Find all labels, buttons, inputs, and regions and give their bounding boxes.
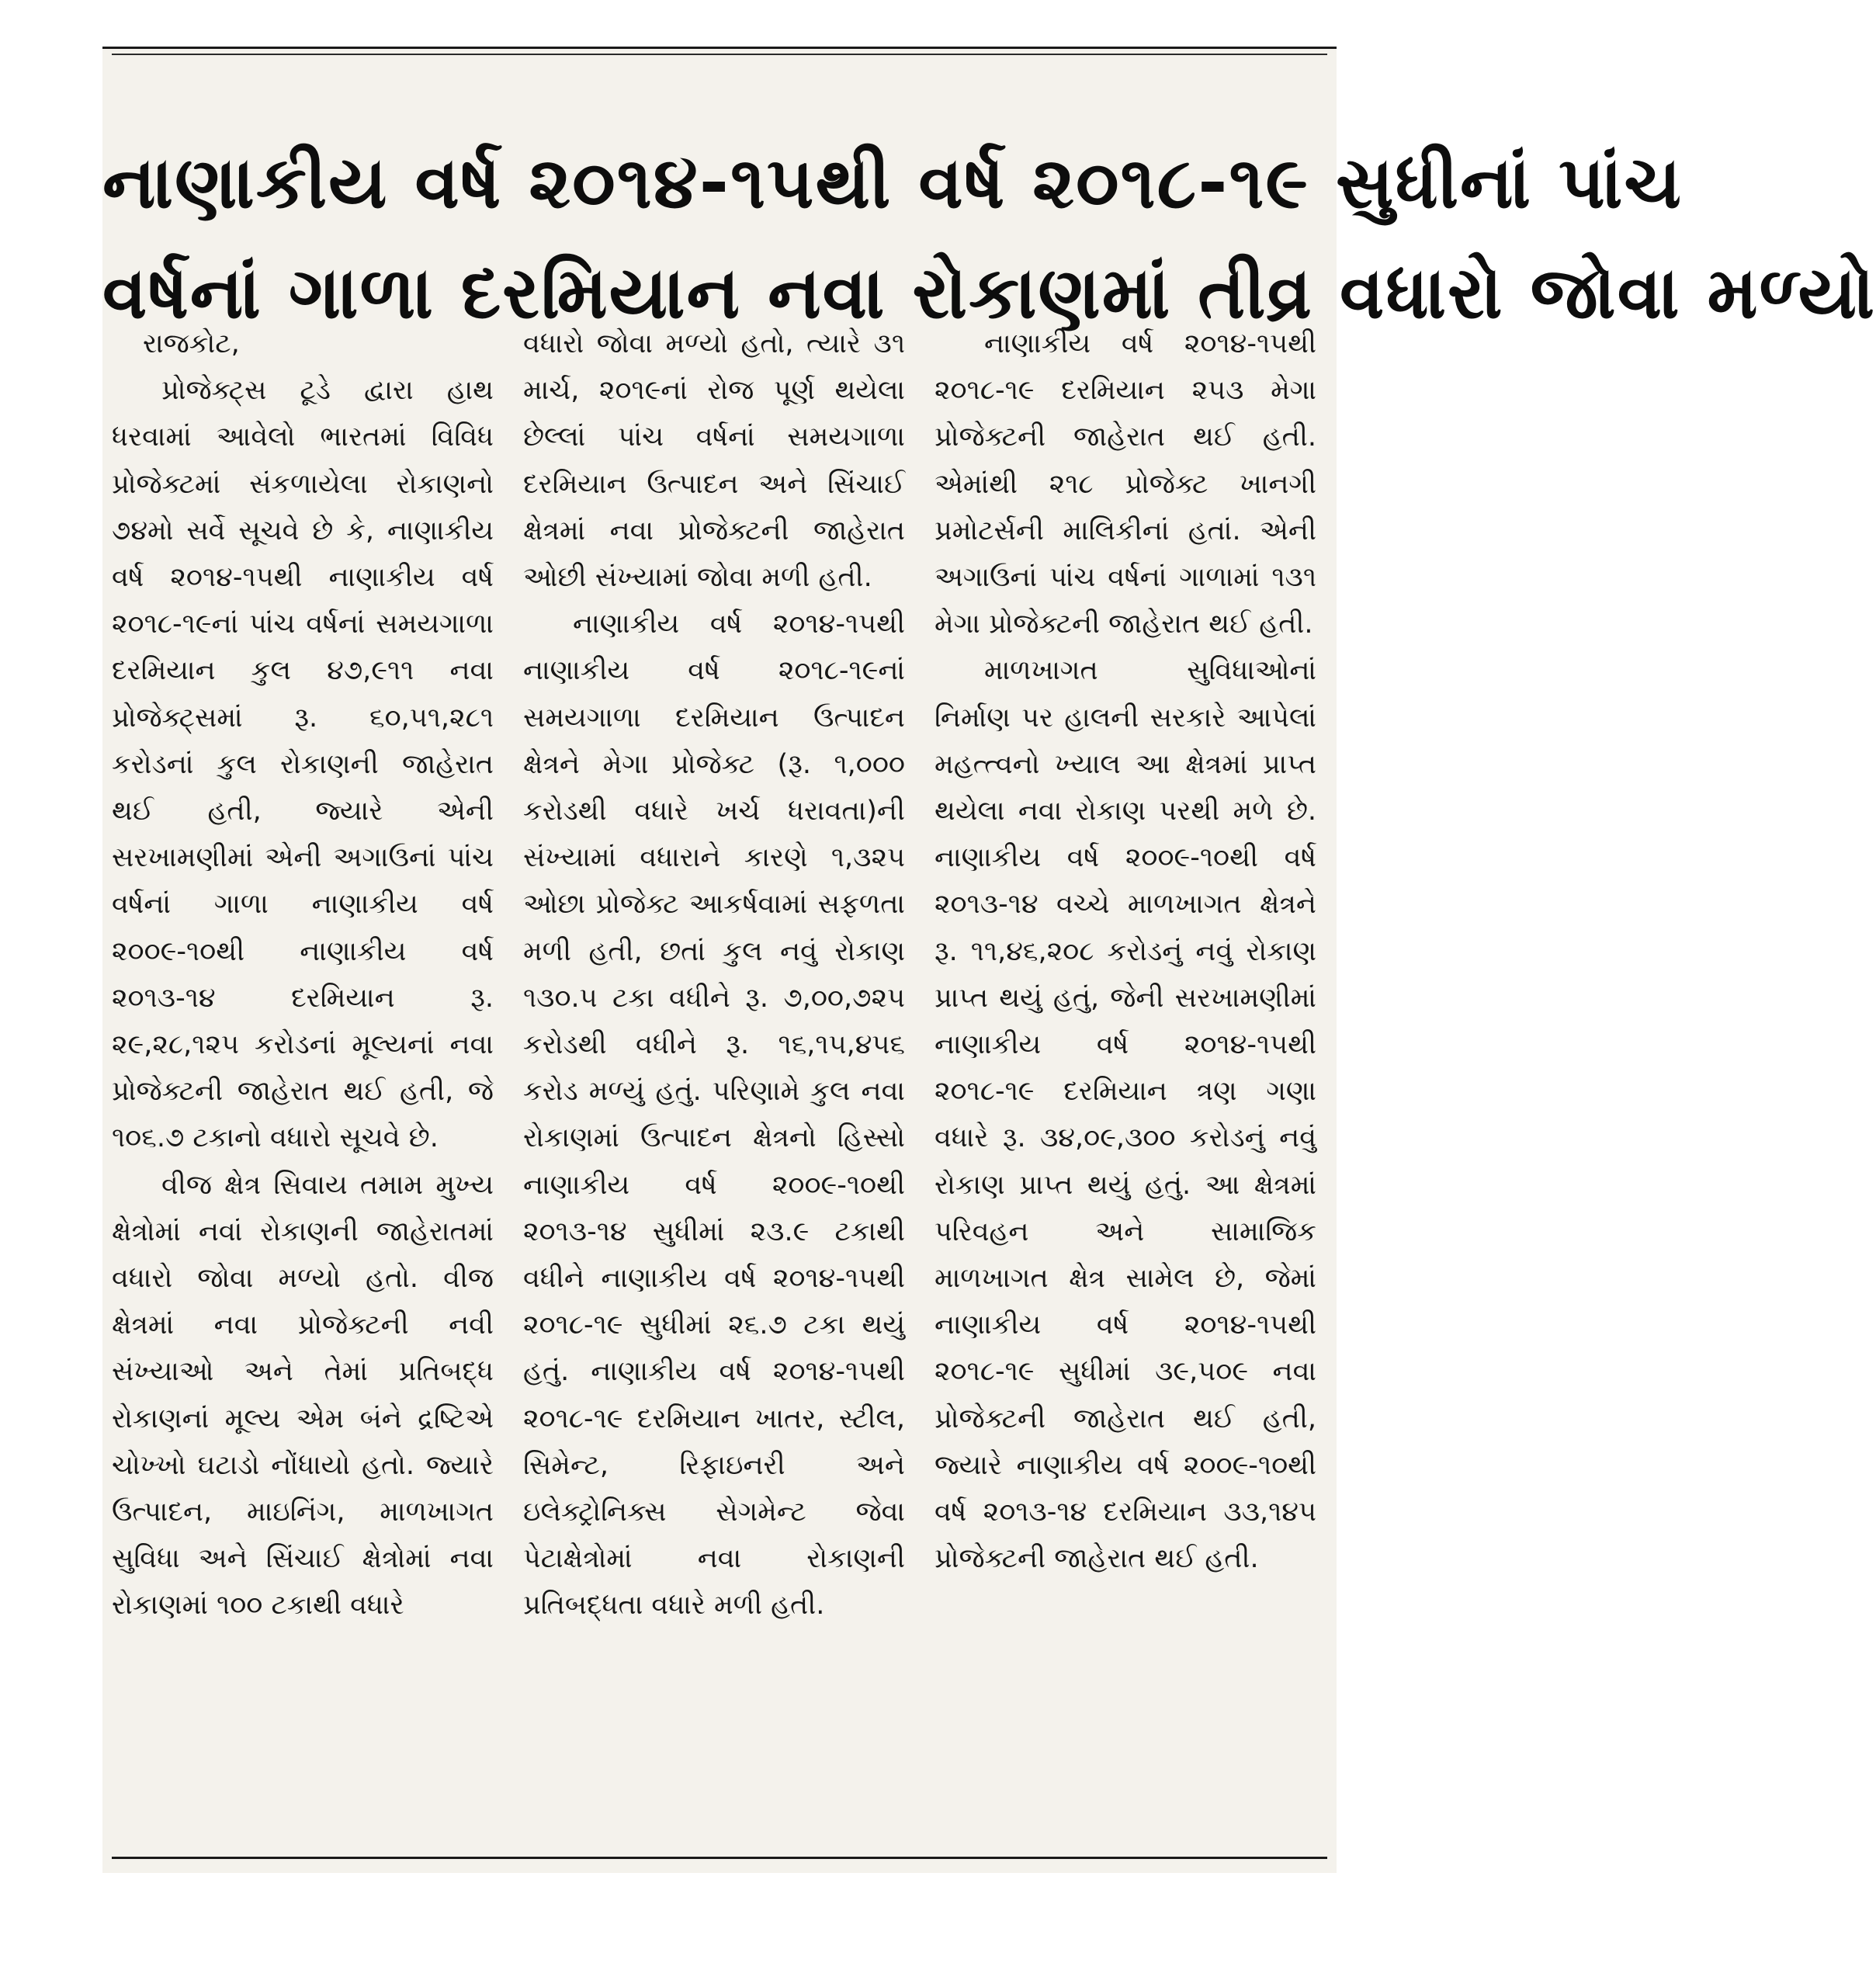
column-1-paragraph-1: પ્રોજેક્ટ્સ ટૂડે દ્વારા હાથ ધરવામાં આવેલો ભારતમાં વિવિધ પ્રોજેક્ટમાં સંકળાયેલા રોકાણનો ૭૪મો સર્વે સૂચવે છે કે, નાણાકીય વર્ષ ૨૦૧૪-૧૫થી નાણાકીય વર્ષ ૨૦૧૮-૧૯નાં પાંચ વર્ષનાં સમયગાળા દરમિયાન કુલ ૪૭,૯૧૧ નવા પ્રોજેક્ટ્સમાં રૂ. ૬૦,૫૧,૨૮૧ કરોડનાં કુલ રોકાણની જાહેરાત થઈ હતી, જ્યારે એની સરખામણીમાં એની અગાઉનાં પાંચ વર્ષનાં ગાળા નાણાકીય વર્ષ ૨૦૦૯-૧૦થી નાણાકીય વર્ષ ૨૦૧૩-૧૪ દરમિયાન રૂ. ૨૯,૨૮,૧૨૫ કરોડનાં મૂલ્યનાં નવા પ્રોજેક્ટની જાહેરાત થઈ હતી, જે ૧૦૬.૭ ટકાનો વધારો સૂચવે છે.: [112, 375, 494, 1154]
article-body: [112, 321, 1337, 1842]
headline-line-2: વર્ષનાં ગાળા દરમિયાન નવા રોકાણમાં તીવ્ર વધારો જોવા મળ્યો: [102, 251, 1876, 335]
top-rule: [112, 54, 1327, 55]
article-column-2: [523, 321, 905, 1842]
column-2-paragraph-1: વધારો જોવા મળ્યો હતો, ત્યારે ૩૧ માર્ચ, ૨૦૧૯નાં રોજ પૂર્ણ થયેલા છેલ્લાં પાંચ વર્ષનાં સમયગાળા દરમિયાન ઉત્પાદન અને સિંચાઈ ક્ષેત્રમાં નવા પ્રોજેક્ટની જાહેરાત ઓછી સંખ્યામાં જોવા મળી હતી.: [523, 328, 905, 594]
newspaper-clipping: [102, 47, 1876, 1873]
headline-line-1: નાણાકીય વર્ષ ૨૦૧૪-૧૫થી વર્ષ ૨૦૧૮-૧૯ સુધીનાં પાંચ: [102, 140, 1683, 224]
column-3-paragraph-1: નાણાકીય વર્ષ ૨૦૧૪-૧૫થી ૨૦૧૮-૧૯ દરમિયાન ૨૫૩ મેગા પ્રોજેક્ટની જાહેરાત થઈ હતી. એમાંથી ૨૧૮ પ્રોજેક્ટ ખાનગી પ્રમોટર્સની માલિકીનાં હતાં. એની અગાઉનાં પાંચ વર્ષનાં ગાળામાં ૧૩૧ મેગા પ્રોજેક્ટની જાહેરાત થઈ હતી.: [935, 328, 1316, 640]
dateline: રાજકોટ,: [143, 328, 240, 359]
column-1-paragraph-2: વીજ ક્ષેત્ર સિવાય તમામ મુખ્ય ક્ષેત્રોમાં નવાં રોકાણની જાહેરાતમાં વધારો જોવા મળ્યો હતો. વીજ ક્ષેત્રમાં નવા પ્રોજેક્ટની નવી સંખ્યાઓ અને તેમાં પ્રતિબદ્ધ રોકાણનાં મૂલ્ય એમ બંને દ્રષ્ટિએ ચોખ્ખો ઘટાડો નોંધાયો હતો. જ્યારે ઉત્પાદન, માઇનિંગ, માળખાગત સુવિધા અને સિંચાઈ ક્ષેત્રોમાં નવા રોકાણમાં ૧૦૦ ટકાથી વધારે: [112, 1169, 494, 1621]
column-3-paragraph-2: માળખાગત સુવિધાઓનાં નિર્માણ પર હાલની સરકારે આપેલાં મહત્ત્વનો ખ્યાલ આ ક્ષેત્રમાં પ્રાપ્ત થયેલા નવા રોકાણ પરથી મળે છે. નાણાકીય વર્ષ ૨૦૦૯-૧૦થી વર્ષ ૨૦૧૩-૧૪ વચ્ચે માળખાગત ક્ષેત્રને રૂ. ૧૧,૪૬,૨૦૮ કરોડનું નવું રોકાણ પ્રાપ્ત થયું હતું, જેની સરખામણીમાં નાણાકીય વર્ષ ૨૦૧૪-૧૫થી ૨૦૧૮-૧૯ દરમિયાન ત્રણ ગણા વધારે રૂ. ૩૪,૦૯,૩૦૦ કરોડનું નવું રોકાણ પ્રાપ્ત થયું હતું. આ ક્ષેત્રમાં પરિવહન અને સામાજિક માળખાગત ક્ષેત્ર સામેલ છે, જેમાં નાણાકીય વર્ષ ૨૦૧૪-૧૫થી ૨૦૧૮-૧૯ સુધીમાં ૩૯,૫૦૯ નવા પ્રોજેક્ટની જાહેરાત થઈ હતી, જ્યારે નાણાકીય વર્ષ ૨૦૦૯-૧૦થી વર્ષ ૨૦૧૩-૧૪ દરમિયાન ૩૩,૧૪૫ પ્રોજેક્ટની જાહેરાત થઈ હતી.: [935, 655, 1316, 1575]
column-2-paragraph-2: નાણાકીય વર્ષ ૨૦૧૪-૧૫થી નાણાકીય વર્ષ ૨૦૧૮-૧૯નાં સમયગાળા દરમિયાન ઉત્પાદન ક્ષેત્રને મેગા પ્રોજેક્ટ (રૂ. ૧,૦૦૦ કરોડથી વધારે ખર્ચ ધરાવતા)ની સંખ્યામાં વધારાને કારણે ૧,૩૨૫ ઓછા પ્રોજેક્ટ આકર્ષવામાં સફળતા મળી હતી, છતાં કુલ નવું રોકાણ ૧૩૦.૫ ટકા વધીને રૂ. ૭,૦૦,૭૨૫ કરોડથી વધીને રૂ. ૧૬,૧૫,૪૫૬ કરોડ મળ્યું હતું. પરિણામે કુલ નવા રોકાણમાં ઉત્પાદન ક્ષેત્રનો હિસ્સો નાણાકીય વર્ષ ૨૦૦૯-૧૦થી ૨૦૧૩-૧૪ સુધીમાં ૨૩.૯ ટકાથી વધીને નાણાકીય વર્ષ ૨૦૧૪-૧૫થી ૨૦૧૮-૧૯ સુધીમાં ૨૬.૭ ટકા થયું હતું. નાણાકીય વર્ષ ૨૦૧૪-૧૫થી ૨૦૧૮-૧૯ દરમિયાન ખાતર, સ્ટીલ, સિમેન્ટ, રિફાઇનરી અને ઇલેક્ટ્રોનિક્સ સેગમેન્ટ જેવા પેટાક્ષેત્રોમાં નવા રોકાણની પ્રતિબદ્ધતા વધારે મળી હતી.: [523, 609, 905, 1621]
article-column-1: [112, 321, 494, 1842]
headline: [102, 128, 1876, 349]
bottom-rule: [112, 1857, 1327, 1859]
article-column-3: [935, 321, 1316, 1842]
